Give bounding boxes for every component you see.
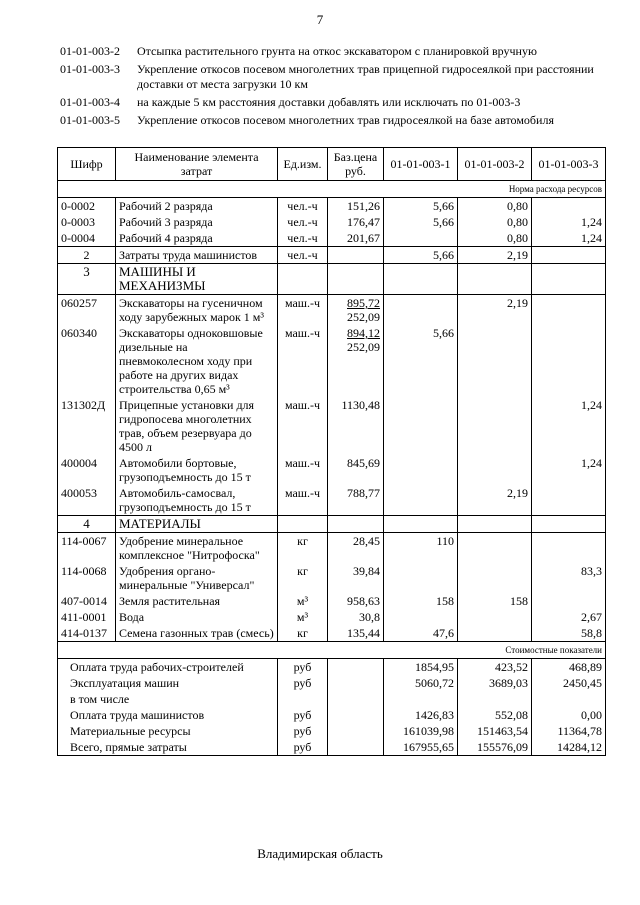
total-value-1: 5060,72: [384, 675, 458, 691]
row-value-3: [532, 533, 606, 564]
row-value-2: [458, 325, 532, 397]
row-unit: м³: [278, 593, 328, 609]
resource-table: [57, 147, 606, 756]
row-value-1: 110: [384, 533, 458, 564]
table-cell: [458, 264, 532, 295]
row-code: 131302Д: [58, 397, 116, 455]
total-value-2: 423,52: [458, 659, 532, 676]
table-cell: [384, 264, 458, 295]
row-name: Экскаваторы на гусеничном ходу зарубежных марок 1 м³: [116, 295, 278, 326]
total-value-1: 1854,95: [384, 659, 458, 676]
section-title: МАШИНЫ И МЕХАНИЗМЫ: [116, 264, 278, 295]
row-code: 0-0004: [58, 230, 116, 247]
row-unit: маш.-ч: [278, 485, 328, 516]
row-price: [328, 295, 384, 326]
table-row: [58, 198, 606, 215]
row-unit: чел.-ч: [278, 198, 328, 215]
row-value-2: [458, 609, 532, 625]
code-desc: Укрепление откосов посевом многолетних трав прицепной гидросеялкой при расстоянии доставки от места загрузки 10 км: [137, 62, 594, 91]
total-unit: руб: [278, 707, 328, 723]
total-row: [58, 707, 606, 723]
code-list: [60, 44, 620, 131]
row-name: Рабочий 2 разряда: [116, 198, 278, 215]
total-name: Эксплуатация машин: [58, 675, 278, 691]
row-value-2: 2,19: [458, 295, 532, 326]
total-row: [58, 723, 606, 739]
row-unit: чел.-ч: [278, 230, 328, 247]
row-unit: кг: [278, 625, 328, 642]
table-row: [58, 533, 606, 564]
total-value-3: 468,89: [532, 659, 606, 676]
price-value: 895,72: [347, 296, 380, 310]
table-row: [58, 295, 606, 326]
table-row: [58, 397, 606, 455]
header-col3: 01-01-003-3: [532, 148, 606, 181]
table-cell: [278, 264, 328, 295]
table-cell: [328, 691, 384, 707]
total-value-1: 167955,65: [384, 739, 458, 756]
row-code: 407-0014: [58, 593, 116, 609]
table-cell: [532, 516, 606, 533]
table-cell: [328, 264, 384, 295]
code-id: 01-01-003-4: [60, 95, 120, 109]
row-value-1: 5,66: [384, 214, 458, 230]
total-value-2: [458, 691, 532, 707]
total-name: Оплата труда рабочих-строителей: [58, 659, 278, 676]
row-value-3: 58,8: [532, 625, 606, 642]
section-code: 3: [58, 264, 116, 295]
row-unit: маш.-ч: [278, 455, 328, 485]
total-value-3: 14284,12: [532, 739, 606, 756]
table-row: [58, 563, 606, 593]
row-value-2: 0,80: [458, 198, 532, 215]
footer-region: Владимирская область: [257, 846, 383, 861]
row-unit: чел.-ч: [278, 247, 328, 264]
header-price: Баз.цена руб.: [328, 148, 384, 181]
row-value-3: 2,67: [532, 609, 606, 625]
total-unit: руб: [278, 723, 328, 739]
section-code: 4: [58, 516, 116, 533]
row-price: [328, 455, 384, 485]
price-value: 894,12: [347, 326, 380, 340]
row-price: [328, 325, 384, 397]
table-header: [58, 148, 606, 181]
total-name: в том числе: [58, 691, 278, 707]
row-name: Рабочий 4 разряда: [116, 230, 278, 247]
total-unit: руб: [278, 675, 328, 691]
table-row: [58, 230, 606, 247]
row-name: Семена газонных трав (смесь): [116, 625, 278, 642]
total-unit: руб: [278, 739, 328, 756]
row-unit: м³: [278, 609, 328, 625]
table-row: [58, 593, 606, 609]
row-value-3: 1,24: [532, 230, 606, 247]
row-code: 2: [58, 247, 116, 264]
row-value-3: [532, 325, 606, 397]
row-unit: чел.-ч: [278, 214, 328, 230]
code-id: 01-01-003-2: [60, 44, 120, 58]
header-col1: 01-01-003-1: [384, 148, 458, 181]
row-name: Экскаваторы одноковшовые дизельные на пневмоколесном ходу при работе на других видах строительства 0,65 м³: [116, 325, 278, 397]
row-code: 414-0137: [58, 625, 116, 642]
row-value-1: [384, 397, 458, 455]
total-row: [58, 675, 606, 691]
row-value-1: [384, 455, 458, 485]
row-value-2: 2,19: [458, 247, 532, 264]
code-row: [60, 44, 620, 59]
row-value-2: 0,80: [458, 230, 532, 247]
total-row: [58, 739, 606, 756]
row-value-1: 5,66: [384, 198, 458, 215]
row-value-1: 5,66: [384, 247, 458, 264]
code-id: 01-01-003-3: [60, 62, 120, 76]
row-unit: кг: [278, 563, 328, 593]
page-number: 7: [316, 12, 324, 27]
header-code: Шифр: [58, 148, 116, 181]
total-value-3: 0,00: [532, 707, 606, 723]
row-name: Удобрения органо-минеральные "Универсал": [116, 563, 278, 593]
table-note: Норма расхода ресурсов: [58, 181, 606, 198]
row-name: Затраты труда машинистов: [116, 247, 278, 264]
note-row: [58, 642, 606, 659]
table-cell: [328, 723, 384, 739]
total-value-3: 11364,78: [532, 723, 606, 739]
table-cell: [328, 707, 384, 723]
row-code: 0-0003: [58, 214, 116, 230]
table-cell: [328, 675, 384, 691]
table-row: [58, 247, 606, 264]
total-name: Всего, прямые затраты: [58, 739, 278, 756]
row-name: Прицепные установки для гидропосева многолетних трав, объем резервуара до 4500 л: [116, 397, 278, 455]
row-value-1: [384, 609, 458, 625]
row-code: 060257: [58, 295, 116, 326]
code-row: [60, 95, 620, 110]
header-name: Наименование элемента затрат: [116, 148, 278, 181]
code-desc: Укрепление откосов посевом многолетних трав гидросеялкой на базе автомобиля: [137, 113, 554, 127]
section-row: [58, 516, 606, 533]
row-value-3: [532, 247, 606, 264]
total-value-2: 552,08: [458, 707, 532, 723]
row-value-1: 5,66: [384, 325, 458, 397]
row-value-1: [384, 295, 458, 326]
row-value-1: [384, 563, 458, 593]
row-value-3: 1,24: [532, 214, 606, 230]
row-value-3: [532, 198, 606, 215]
row-price: [328, 397, 384, 455]
price-value: 845,69: [347, 456, 380, 470]
code-id: 01-01-003-5: [60, 113, 120, 127]
total-value-1: 1426,83: [384, 707, 458, 723]
table-row: [58, 609, 606, 625]
row-value-3: 83,3: [532, 563, 606, 593]
table-row: [58, 214, 606, 230]
row-price: 176,47: [328, 214, 384, 230]
row-code: 0-0002: [58, 198, 116, 215]
code-row: [60, 113, 620, 128]
row-unit: кг: [278, 533, 328, 564]
row-value-3: [532, 295, 606, 326]
row-value-3: 1,24: [532, 455, 606, 485]
total-row: [58, 691, 606, 707]
total-value-2: 151463,54: [458, 723, 532, 739]
total-row: [58, 659, 606, 676]
row-value-2: 158: [458, 593, 532, 609]
row-name: Автомобили бортовые, грузоподъемность до 15 т: [116, 455, 278, 485]
row-name: Удобрение минеральное комплексное "Нитрофоска": [116, 533, 278, 564]
row-value-2: 2,19: [458, 485, 532, 516]
table-row: [58, 325, 606, 397]
total-value-3: [532, 691, 606, 707]
row-value-2: [458, 533, 532, 564]
note-row: [58, 181, 606, 198]
row-value-1: 47,6: [384, 625, 458, 642]
row-price: [328, 247, 384, 264]
row-value-2: [458, 397, 532, 455]
table-note: Стоимостные показатели: [58, 642, 606, 659]
total-value-2: 3689,03: [458, 675, 532, 691]
row-code: 114-0068: [58, 563, 116, 593]
table-cell: [328, 739, 384, 756]
code-desc: Отсыпка растительного грунта на откос экскаватором с планировкой вручную: [137, 44, 537, 58]
code-desc: на каждые 5 км расстояния доставки добавлять или исключать по 01-003-3: [137, 95, 521, 109]
price-value-2: 252,09: [347, 310, 380, 324]
row-code: 400053: [58, 485, 116, 516]
row-unit: маш.-ч: [278, 325, 328, 397]
table-row: [58, 625, 606, 642]
row-name: Автомобиль-самосвал, грузоподъемность до 15 т: [116, 485, 278, 516]
row-code: 114-0067: [58, 533, 116, 564]
header-col2: 01-01-003-2: [458, 148, 532, 181]
row-price: 28,45: [328, 533, 384, 564]
row-price: [328, 485, 384, 516]
row-code: 411-0001: [58, 609, 116, 625]
row-name: Рабочий 3 разряда: [116, 214, 278, 230]
table-cell: [384, 516, 458, 533]
row-unit: маш.-ч: [278, 397, 328, 455]
row-value-3: 1,24: [532, 397, 606, 455]
row-unit: маш.-ч: [278, 295, 328, 326]
total-value-1: 161039,98: [384, 723, 458, 739]
total-value-3: 2450,45: [532, 675, 606, 691]
row-value-3: [532, 485, 606, 516]
row-value-1: [384, 485, 458, 516]
total-value-2: 155576,09: [458, 739, 532, 756]
row-value-2: [458, 625, 532, 642]
table-row: [58, 455, 606, 485]
section-title: МАТЕРИАЛЫ: [116, 516, 278, 533]
total-value-1: [384, 691, 458, 707]
row-code: 400004: [58, 455, 116, 485]
price-value: 788,77: [347, 486, 380, 500]
total-unit: [278, 691, 328, 707]
price-value-2: 252,09: [347, 340, 380, 354]
total-name: Материальные ресурсы: [58, 723, 278, 739]
row-value-1: [384, 230, 458, 247]
table-cell: [278, 516, 328, 533]
total-unit: руб: [278, 659, 328, 676]
total-name: Оплата труда машинистов: [58, 707, 278, 723]
row-value-2: [458, 563, 532, 593]
table-cell: [458, 516, 532, 533]
row-price: 30,8: [328, 609, 384, 625]
row-price: 201,67: [328, 230, 384, 247]
row-price: 39,84: [328, 563, 384, 593]
row-price: 151,26: [328, 198, 384, 215]
table-cell: [532, 264, 606, 295]
row-code: 060340: [58, 325, 116, 397]
row-name: Земля растительная: [116, 593, 278, 609]
row-value-2: 0,80: [458, 214, 532, 230]
row-value-3: [532, 593, 606, 609]
table-cell: [328, 516, 384, 533]
header-unit: Ед.изм.: [278, 148, 328, 181]
table-row: [58, 485, 606, 516]
code-row: [60, 62, 620, 92]
table-cell: [328, 659, 384, 676]
row-price: 135,44: [328, 625, 384, 642]
row-value-1: 158: [384, 593, 458, 609]
row-price: 958,63: [328, 593, 384, 609]
section-row: [58, 264, 606, 295]
price-value: 1130,48: [341, 398, 380, 412]
row-name: Вода: [116, 609, 278, 625]
row-value-2: [458, 455, 532, 485]
